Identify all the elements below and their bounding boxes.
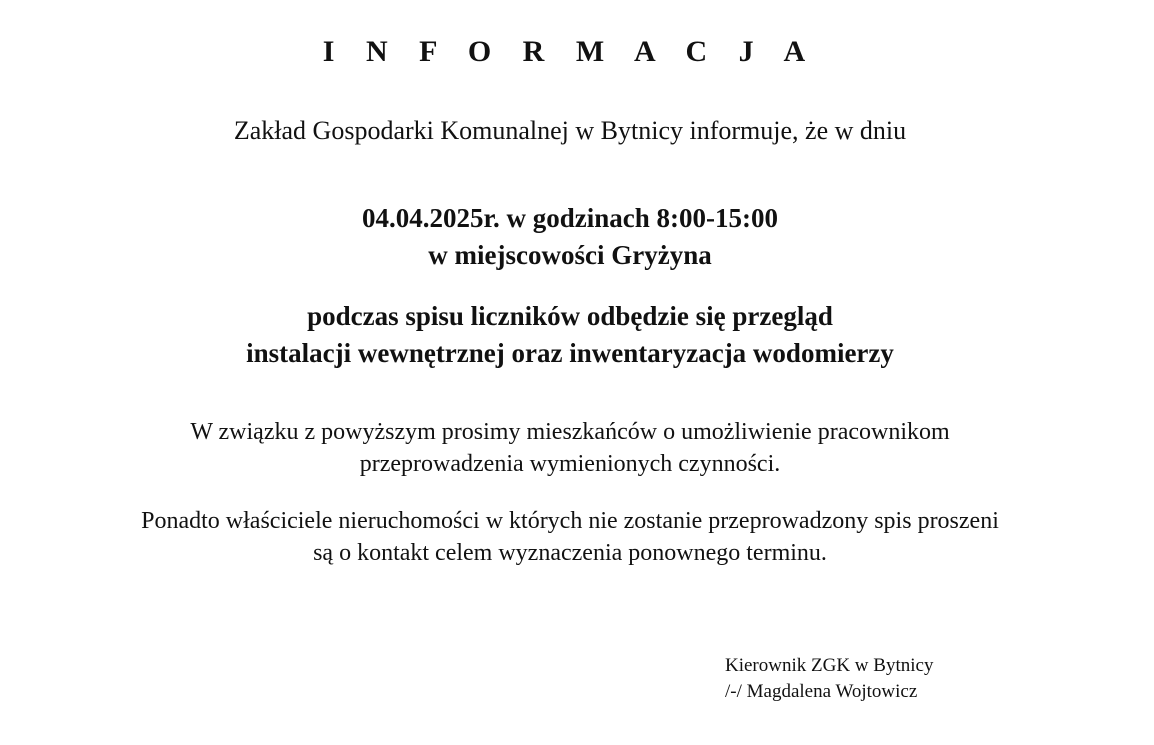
inspection-line-2: instalacji wewnętrznej oraz inwentaryzacja wodomierzy [246, 338, 894, 368]
document-title: I N F O R M A C J A [322, 35, 818, 68]
inspection-line-1: podczas spisu liczników odbędzie się przegląd [307, 301, 833, 331]
signatory-position: Kierownik ZGK w Bytnicy [725, 655, 934, 676]
location-line: w miejscowości Gryżyna [428, 240, 712, 270]
intro-sentence: Zakład Gospodarki Komunalnej w Bytnicy informuje, że w dniu [233, 116, 907, 145]
signature-block [725, 653, 933, 705]
date-time-line: 04.04.2025r. w godzinach 8:00-15:00 [362, 203, 778, 233]
owners-notice [0, 505, 1140, 569]
owners-line-2: są o kontakt celem wyznaczenia ponownego terminu. [313, 540, 827, 566]
request-line-1: W związku z powyższym prosimy mieszkańców o umożliwienie pracownikom [190, 419, 950, 445]
residents-request [0, 416, 1140, 480]
date-and-location [0, 200, 1140, 274]
request-line-2: przeprowadzenia wymienionych czynności. [359, 451, 781, 477]
inspection-description [0, 298, 1140, 372]
owners-line-1: Ponadto właściciele nieruchomości w których nie zostanie przeprowadzony spis proszeni [141, 508, 999, 534]
signatory-name: /-/ Magdalena Wojtowicz [725, 681, 918, 702]
